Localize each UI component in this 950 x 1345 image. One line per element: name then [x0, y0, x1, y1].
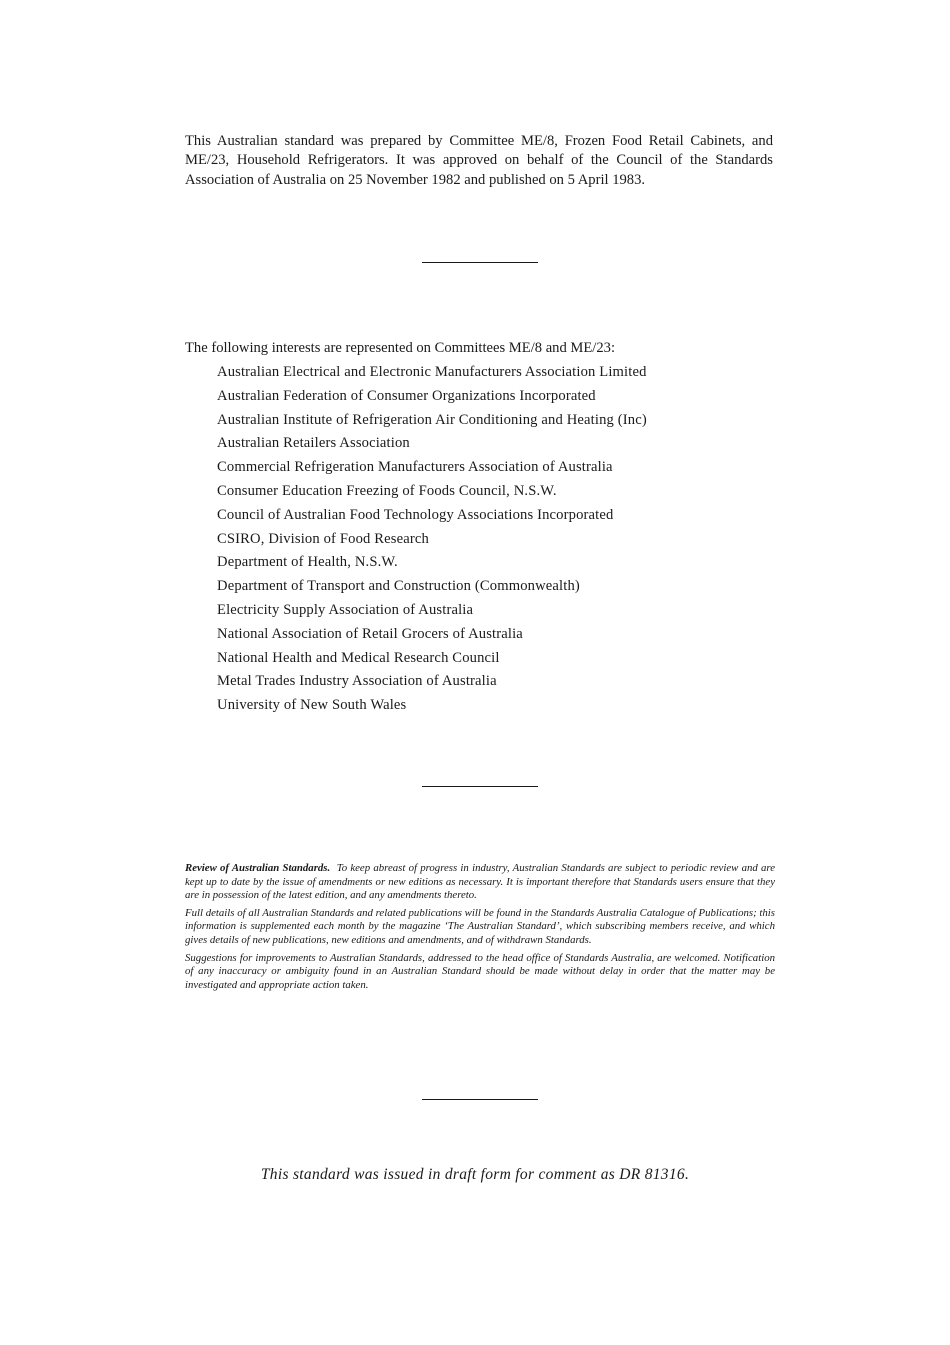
review-text: To keep abreast of progress in industry, Australian Standards are subject to periodic review and are kept up to date by the issue of amendments or new editions as necessary. It is important therefore that Standards users ensure that they are in possession of the latest edition, and any amendments thereto. [185, 862, 775, 902]
committee-section [185, 338, 785, 718]
intro-paragraph: This Australian standard was prepared by Committee ME/8, Frozen Food Retail Cabinets, and ME/23, Household Refrigerators. It was approved on behalf of the Council of the Standards Association of Australia on 25 November 1982 and published on 5 April 1983. [185, 133, 773, 188]
interest-item: Commercial Refrigeration Manufacturers Association of Australia [217, 459, 613, 476]
interest-item: Council of Australian Food Technology Associations Incorporated [217, 506, 614, 523]
review-notice [185, 862, 775, 996]
interest-item: Consumer Education Freezing of Foods Council, N.S.W. [217, 482, 557, 499]
interest-item: Department of Health, N.S.W. [217, 554, 398, 571]
interest-list [185, 361, 785, 718]
interest-item: Metal Trades Industry Association of Australia [217, 673, 497, 690]
committee-heading: The following interests are represented on Committees ME/8 and ME/23: [185, 340, 616, 356]
review-paragraph [185, 862, 775, 903]
interest-item: University of New South Wales [217, 697, 407, 714]
section-divider [422, 786, 538, 787]
interest-item: Department of Transport and Construction (Commonwealth) [217, 578, 580, 595]
catalogue-paragraph: Full details of all Australian Standards and related publications will be found in the Standards Australia Catalogue of Publications; this information is supplemented each month by the magazine ‘The Australian Standard’, which subscribing members receive, and which gives details of new publications, new editions and amendments, and of withdrawn Standards. [185, 906, 775, 946]
interest-item: CSIRO, Division of Food Research [217, 530, 429, 547]
draft-note: This standard was issued in draft form for comment as DR 81316. [260, 1166, 690, 1183]
interest-item: National Health and Medical Research Council [217, 649, 500, 666]
suggestions-paragraph: Suggestions for improvements to Australian Standards, addressed to the head office of Standards Australia, are welcomed. Notification of any inaccuracy or ambiguity found in an Australian Standard should be made without delay in order that the matter may be investigated and appropriate action taken. [185, 951, 775, 991]
section-divider [422, 1099, 538, 1100]
interest-item: Electricity Supply Association of Australia [217, 601, 474, 618]
interest-item: Australian Electrical and Electronic Manufacturers Association Limited [217, 364, 647, 380]
interest-item: National Association of Retail Grocers of Australia [217, 625, 523, 642]
interest-item: Australian Retailers Association [217, 435, 410, 452]
section-divider [422, 262, 538, 263]
review-lead: Review of Australian Standards. [185, 862, 331, 874]
interest-item: Australian Institute of Refrigeration Air Conditioning and Heating (Inc) [217, 411, 647, 428]
interest-item: Australian Federation of Consumer Organizations Incorporated [217, 387, 596, 404]
